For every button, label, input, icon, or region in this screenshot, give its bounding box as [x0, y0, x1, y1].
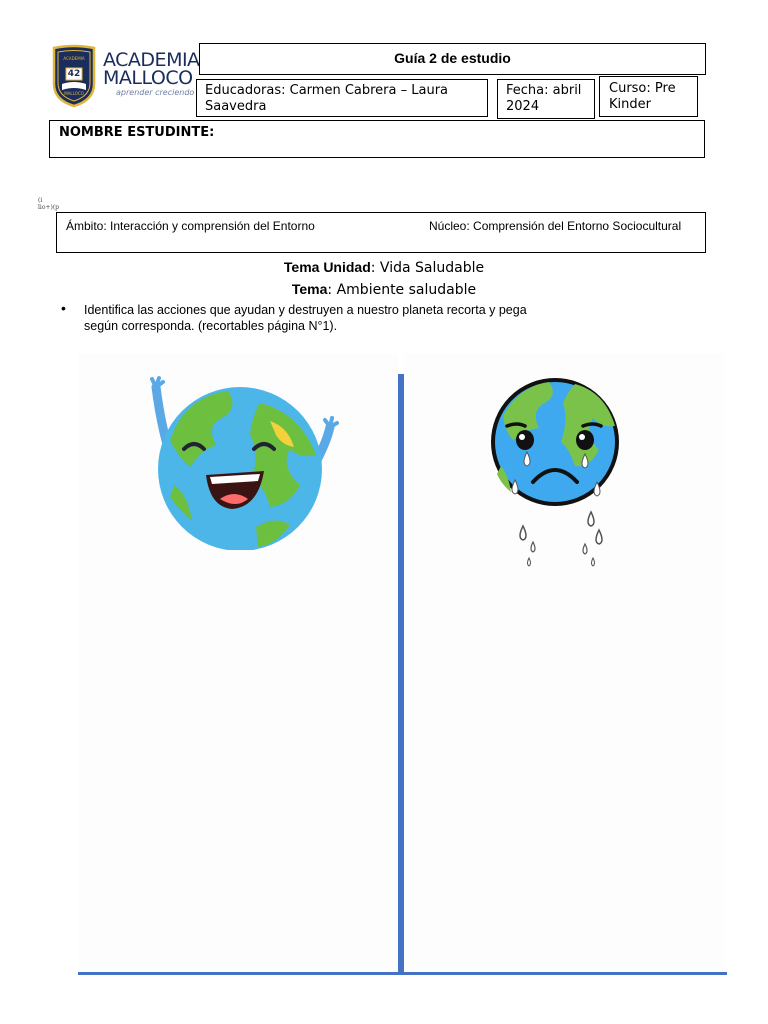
unit-topic-value: : Vida Saludable: [370, 260, 485, 276]
ambito-text: Ámbito: Interacción y comprensión del Entorno: [66, 219, 315, 233]
educators-text: Educadoras: Carmen Cabrera – Laura Saavedra: [205, 83, 449, 114]
residue-text: (i lio+)(p: [38, 197, 59, 211]
course-text: Curso: Pre Kinder: [609, 81, 676, 112]
happy-earth-icon: [140, 375, 340, 550]
baseline-divider: [78, 972, 727, 975]
logo-tagline: aprender creciendo: [116, 88, 195, 97]
shield-number: 42: [67, 69, 81, 79]
logo-line-1: ACADEMIA: [103, 49, 200, 71]
logo-line-2: MALLOCO: [103, 67, 193, 89]
shield-bottom-text: MALLOCO: [64, 91, 84, 96]
topic-label: Tema: [291, 281, 328, 297]
topic-line: [0, 280, 768, 299]
course-box: [599, 76, 698, 117]
unit-topic-label: Tema Unidad: [283, 259, 371, 275]
student-name-box[interactable]: [49, 120, 705, 158]
topic-value: : Ambiente saludable: [327, 282, 477, 298]
instruction-text: Identifica las acciones que ayudan y destruyen a nuestro planeta recorta y pega según corresponda. (recortables página N°1).: [84, 303, 527, 333]
school-logo: [50, 44, 200, 108]
instruction-bullet: •: [61, 300, 66, 316]
guide-title-box: [199, 43, 706, 75]
shield-top-text: ACADEMIA: [63, 56, 85, 61]
guide-title: Guía 2 de estudio: [394, 50, 511, 66]
nucleo-text: Núcleo: Comprensión del Entorno Sociocultural: [429, 219, 682, 233]
educators-box: [196, 79, 488, 117]
date-box: [497, 79, 595, 119]
student-name-label: NOMBRE ESTUDINTE:: [59, 125, 215, 140]
vertical-divider: [398, 374, 404, 974]
crying-earth-icon: [467, 370, 647, 570]
scope-box: [56, 212, 706, 253]
date-text: Fecha: abril 2024: [506, 83, 582, 114]
unit-topic-line: [0, 258, 768, 277]
